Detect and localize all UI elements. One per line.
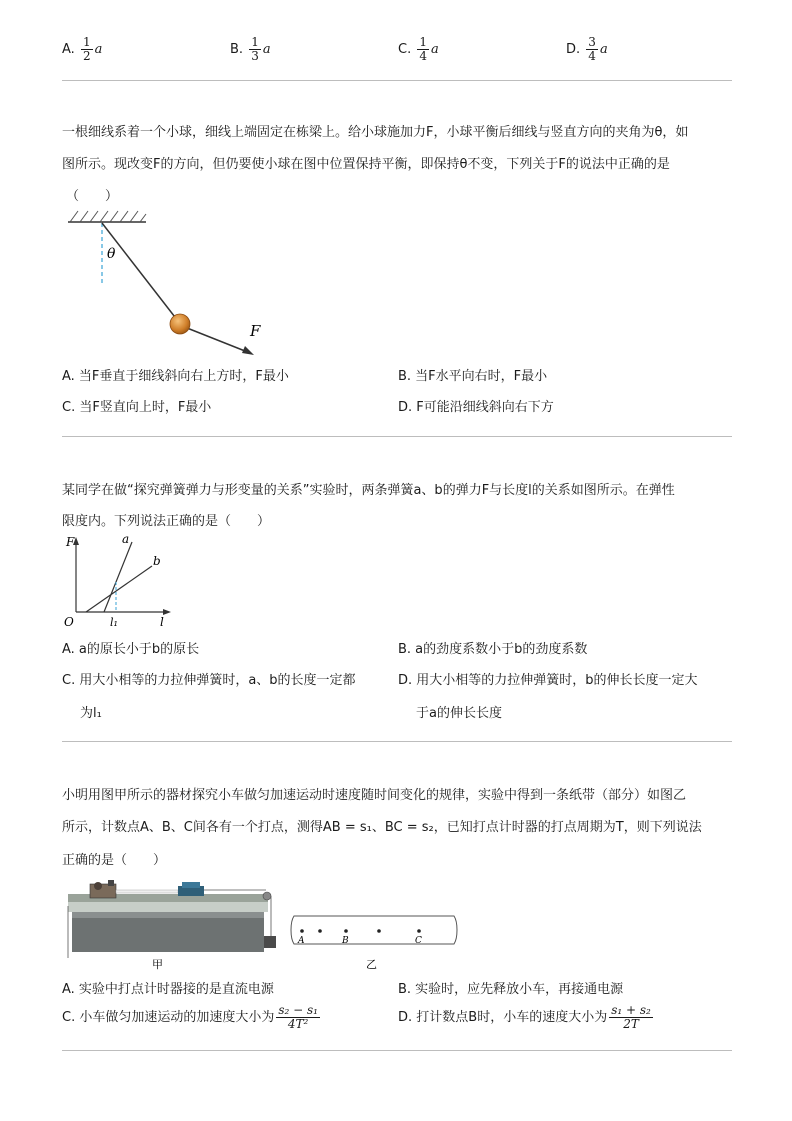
q2-option-d-line2: 于a的伸长长度 — [416, 706, 502, 721]
dot — [344, 929, 348, 933]
fraction: $\frac{1}{4}$ — [419, 35, 427, 63]
line-a — [104, 542, 132, 612]
q2-stem-line2: 限度内。下列说法正确的是（ ） — [62, 514, 271, 529]
figure-yi-label: 乙 — [366, 958, 377, 971]
divider — [62, 80, 732, 81]
divider — [62, 436, 732, 437]
q1-stem-line1: 一根细线系着一个小球，细线上端固定在栋梁上。给小球施加力F，小球平衡后细线与竖直方向的夹角为θ，如 — [62, 125, 689, 140]
cart — [178, 882, 204, 896]
fraction: $\frac{1}{2}$ — [82, 35, 91, 63]
fraction: $\frac{1}{3}$ — [251, 35, 259, 63]
dot — [300, 929, 304, 933]
tape-outline — [291, 916, 457, 944]
q2-option-a: A. a的原长小于b的原长 — [62, 642, 200, 657]
q3-option-c: C. 小车做匀加速运动的加速度大小为 $\frac{\text{s₂ − s₁}}{\text{4T²}}$ — [62, 1003, 318, 1031]
dot — [318, 929, 322, 933]
q3-option-a: A. 实验中打点计时器接的是直流电源 — [62, 982, 274, 997]
q3-option-d: D. 打计数点B时，小车的速度大小为 $\frac{\text{s₁ + s₂}}{2T}$ — [398, 1003, 651, 1031]
figure-jia-label: 甲 — [152, 958, 163, 971]
force-arrow-line — [182, 326, 250, 353]
arrow-head-icon — [242, 346, 254, 355]
dot — [377, 929, 381, 933]
q2-option-d-line1: D. 用大小相等的力拉伸弹簧时，b的伸长长度一定大 — [398, 673, 698, 688]
q2-option-c-line1: C. 用大小相等的力拉伸弹簧时，a、b的长度一定都 — [62, 673, 356, 688]
ceiling-hatch — [68, 211, 146, 222]
point-b-label: B — [342, 936, 349, 946]
pulley — [263, 892, 271, 900]
q1-option-b: B. 当F水平向右时，F最小 — [398, 369, 548, 384]
divider — [62, 741, 732, 742]
q1-pendulum-figure — [60, 205, 280, 365]
q1-stem-line2: 图所示。现改变F的方向，但仍要使小球在图中位置保持平衡，即保持θ不变，下列关于F的说法中正确的是 — [62, 157, 670, 172]
q3-stem-line3: 正确的是（ ） — [62, 853, 167, 868]
point-a-label: A — [298, 936, 305, 946]
q1-option-c: C. 当F竖直向上时，F最小 — [62, 400, 212, 415]
fraction: $\frac{\text{s₂ − s₁}}{\text{4T²}}$ — [278, 1003, 318, 1031]
theta-label: θ — [107, 246, 116, 262]
q3-apparatus-figure — [64, 876, 284, 972]
q0-option-d: D. $\frac{3}{4}$ a — [566, 35, 608, 63]
fraction: $\frac{\text{s₁ + s₂}}{2T}$ — [611, 1003, 651, 1031]
point-c-label: C — [415, 936, 422, 946]
q3-stem-line1: 小明用图甲所示的器材探究小车做匀加速运动时速度随时间变化的规律，实验中得到一条纸带（部分）如图乙 — [62, 788, 687, 803]
q3-stem-line2: 所示，计数点A、B、C间各有一个打点，测得AB = s₁、BC = s₂，已知打点计时器的打点周期为T，则下列说法 — [62, 820, 702, 835]
fraction: $\frac{3}{4}$ — [588, 35, 596, 63]
l1-tick-label: l₁ — [110, 616, 118, 629]
q3-paper-tape-figure — [286, 912, 462, 974]
x-axis-label: l — [160, 615, 164, 629]
dot — [417, 929, 421, 933]
q2-stem-line1: 某同学在做“探究弹簧弹力与形变量的关系”实验时，两条弹簧a、b的弹力F与长度l的关系如图所示。在弹性 — [62, 483, 675, 498]
line-a-label: a — [122, 532, 130, 546]
y-axis-label: F — [66, 535, 75, 549]
q3-option-b: B. 实验时，应先释放小车，再接通电源 — [398, 982, 624, 997]
q0-option-c: C. $\frac{1}{4}$ a — [398, 35, 439, 63]
q2-option-c-line2: 为l₁ — [80, 706, 102, 721]
divider — [62, 1050, 732, 1051]
ball — [170, 314, 190, 334]
paper-tape — [116, 890, 178, 893]
q0-option-a: A. $\frac{1}{2}$ a — [62, 35, 103, 63]
string-line — [102, 223, 178, 321]
q2-spring-graph — [60, 532, 180, 632]
q1-option-d: D. F可能沿细线斜向右下方 — [398, 400, 554, 415]
q2-option-b: B. a的劲度系数小于b的劲度系数 — [398, 642, 588, 657]
timer — [90, 880, 116, 898]
force-label: F — [250, 322, 261, 340]
x-axis-arrow-icon — [163, 609, 171, 615]
q0-option-b: B. $\frac{1}{3}$ a — [230, 35, 271, 63]
hanging-weight — [264, 936, 276, 948]
line-b-label: b — [153, 554, 161, 568]
q1-answer-bracket: （ ） — [66, 189, 119, 204]
q1-option-a: A. 当F垂直于细线斜向右上方时，F最小 — [62, 369, 289, 384]
origin-label: O — [64, 615, 74, 629]
track-edge — [68, 902, 268, 912]
